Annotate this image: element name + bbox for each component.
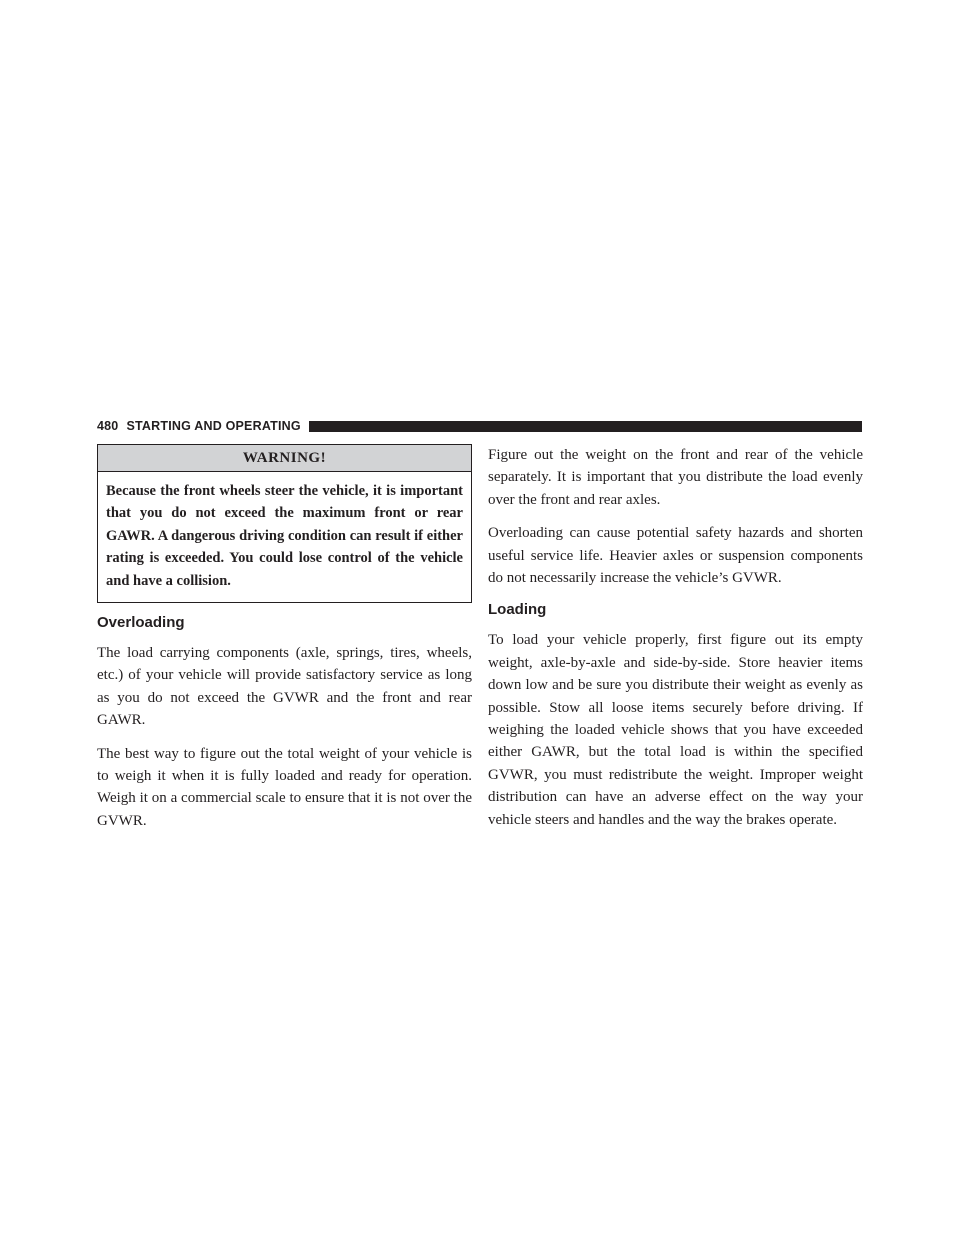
page-header bbox=[97, 418, 862, 434]
warning-body: Because the front wheels steer the vehicle, it is important that you do not exceed the maximum front or rear GAWR. A dangerous driving condition can result if either rating is exceeded. You could lose control of the vehicle and have a collision. bbox=[106, 483, 463, 589]
warning-title: WARNING! bbox=[98, 445, 471, 472]
right-column bbox=[488, 444, 863, 831]
loading-heading: Loading bbox=[488, 601, 547, 619]
right-paragraph-1: Figure out the weight on the front and rear of the vehicle separately. It is important that you distribute the load evenly over the front and rear axles. bbox=[488, 447, 863, 508]
overloading-heading: Overloading bbox=[97, 614, 185, 632]
page-number: 480 bbox=[97, 419, 119, 433]
header-rule bbox=[309, 421, 862, 432]
left-column bbox=[97, 444, 472, 832]
overloading-paragraph-2: The best way to figure out the total weight of your vehicle is to weigh it when it is fully loaded and ready for operation. Weigh it on a commercial scale to ensure that it is not over the GVWR. bbox=[97, 745, 472, 829]
loading-paragraph: To load your vehicle properly, first figure out its empty weight, axle-by-axle and side-by-side. Store heavier items down low and be sure you distribute their weight as evenly as possible. Stow all loose items securely before driving. If weighing the loaded vehicle shows that you have exceeded either GAWR, but the total load is within the specified GVWR, you must redistribute the weight. Improper weight distribution can have an adverse effect on the way your vehicle steers and handles and the way the brakes operate. bbox=[488, 632, 863, 828]
right-paragraph-2: Overloading can cause potential safety hazards and shorten useful service life. Heavier axles or suspension components do not necessarily increase the vehicle’s GVWR. bbox=[488, 525, 863, 587]
overloading-paragraph-1: The load carrying components (axle, springs, tires, wheels, etc.) of your vehicle will provide satisfactory service as long as you do not exceed the GVWR and the front and rear GAWR. bbox=[97, 645, 472, 729]
header-text bbox=[97, 419, 301, 433]
section-title: STARTING AND OPERATING bbox=[126, 419, 301, 433]
warning-box bbox=[97, 444, 472, 603]
